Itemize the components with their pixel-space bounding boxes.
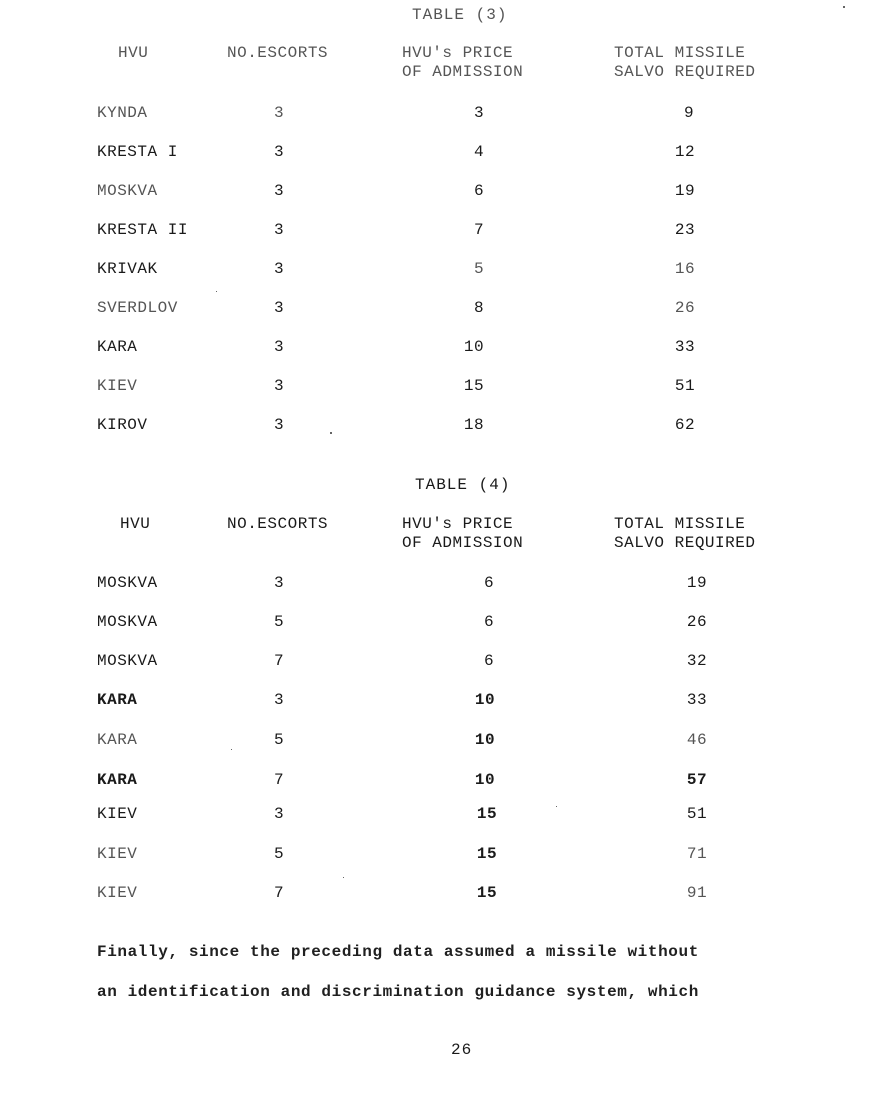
cell-escorts: 5 xyxy=(273,845,285,863)
scan-speck xyxy=(330,432,332,434)
column-header-hvu: HVU xyxy=(118,44,149,62)
cell-price: 6 xyxy=(473,182,485,200)
cell-hvu: MOSKVA xyxy=(97,574,158,592)
cell-hvu: KIEV xyxy=(97,845,138,863)
cell-salvo: 62 xyxy=(674,416,696,434)
scan-speck xyxy=(343,877,344,878)
column-header-price-line2: OF ADMISSION xyxy=(402,534,524,552)
cell-salvo: 32 xyxy=(686,652,708,670)
cell-hvu: KARA xyxy=(97,338,138,356)
cell-escorts: 3 xyxy=(273,182,285,200)
cell-hvu: MOSKVA xyxy=(97,652,158,670)
cell-price: 4 xyxy=(473,143,485,161)
column-header-salvo-line1: TOTAL MISSILE xyxy=(614,44,746,62)
cell-salvo: 19 xyxy=(674,182,696,200)
column-header-price-line1: HVU's PRICE xyxy=(402,515,514,533)
cell-salvo: 46 xyxy=(686,731,708,749)
column-header-salvo-line1: TOTAL MISSILE xyxy=(614,515,746,533)
column-header-price-line1: HVU's PRICE xyxy=(402,44,514,62)
cell-hvu: MOSKVA xyxy=(97,613,158,631)
cell-escorts: 3 xyxy=(273,574,285,592)
cell-hvu: KARA xyxy=(97,731,138,749)
cell-salvo: 51 xyxy=(674,377,696,395)
cell-price: 6 xyxy=(483,574,495,592)
cell-escorts: 7 xyxy=(273,884,285,902)
cell-price: 15 xyxy=(463,377,485,395)
scan-speck xyxy=(231,749,232,750)
cell-salvo: 51 xyxy=(686,805,708,823)
cell-escorts: 3 xyxy=(273,805,285,823)
cell-price: 10 xyxy=(474,731,496,749)
cell-hvu: KARA xyxy=(97,691,138,709)
cell-escorts: 3 xyxy=(273,260,285,278)
cell-escorts: 3 xyxy=(273,416,285,434)
cell-hvu: KIEV xyxy=(97,377,138,395)
cell-price: 6 xyxy=(483,652,495,670)
column-header-hvu: HVU xyxy=(120,515,151,533)
cell-price: 10 xyxy=(474,691,496,709)
cell-hvu: KIROV xyxy=(97,416,148,434)
cell-price: 10 xyxy=(474,771,496,789)
scan-speck xyxy=(843,6,845,8)
cell-salvo: 26 xyxy=(686,613,708,631)
cell-escorts: 3 xyxy=(273,299,285,317)
cell-hvu: MOSKVA xyxy=(97,182,158,200)
cell-price: 15 xyxy=(476,884,498,902)
cell-salvo: 12 xyxy=(674,143,696,161)
cell-escorts: 5 xyxy=(273,613,285,631)
cell-salvo: 19 xyxy=(686,574,708,592)
cell-escorts: 5 xyxy=(273,731,285,749)
table-4-caption: TABLE (4) xyxy=(415,476,511,494)
page-number: 26 xyxy=(451,1041,473,1059)
cell-hvu: KRESTA I xyxy=(97,143,178,161)
cell-hvu: SVERDLOV xyxy=(97,299,178,317)
cell-price: 6 xyxy=(483,613,495,631)
cell-salvo: 23 xyxy=(674,221,696,239)
cell-escorts: 3 xyxy=(273,338,285,356)
cell-escorts: 3 xyxy=(273,104,285,122)
cell-price: 10 xyxy=(463,338,485,356)
column-header-salvo-line2: SALVO REQUIRED xyxy=(614,534,756,552)
table-3-caption: TABLE (3) xyxy=(412,6,508,24)
scan-speck xyxy=(556,806,557,807)
cell-price: 3 xyxy=(473,104,485,122)
cell-escorts: 3 xyxy=(273,221,285,239)
scan-speck xyxy=(216,291,217,292)
cell-salvo: 9 xyxy=(683,104,695,122)
cell-salvo: 91 xyxy=(686,884,708,902)
cell-price: 15 xyxy=(476,805,498,823)
cell-salvo: 57 xyxy=(686,771,708,789)
column-header-escorts: NO.ESCORTS xyxy=(227,515,329,533)
column-header-salvo-line2: SALVO REQUIRED xyxy=(614,63,756,81)
cell-hvu: KIEV xyxy=(97,884,138,902)
cell-price: 18 xyxy=(463,416,485,434)
cell-salvo: 33 xyxy=(686,691,708,709)
cell-price: 7 xyxy=(473,221,485,239)
column-header-escorts: NO.ESCORTS xyxy=(227,44,329,62)
cell-escorts: 3 xyxy=(273,377,285,395)
cell-escorts: 7 xyxy=(273,771,285,789)
cell-hvu: KRIVAK xyxy=(97,260,158,278)
cell-salvo: 33 xyxy=(674,338,696,356)
paragraph-line-1: Finally, since the preceding data assumed a missile without xyxy=(97,943,699,961)
cell-escorts: 3 xyxy=(273,143,285,161)
cell-escorts: 7 xyxy=(273,652,285,670)
cell-salvo: 71 xyxy=(686,845,708,863)
paragraph-line-2: an identification and discrimination guidance system, which xyxy=(97,983,699,1001)
cell-price: 8 xyxy=(473,299,485,317)
cell-price: 15 xyxy=(476,845,498,863)
cell-escorts: 3 xyxy=(273,691,285,709)
cell-salvo: 26 xyxy=(674,299,696,317)
cell-price: 5 xyxy=(473,260,485,278)
column-header-price-line2: OF ADMISSION xyxy=(402,63,524,81)
cell-hvu: KARA xyxy=(97,771,138,789)
cell-salvo: 16 xyxy=(674,260,696,278)
cell-hvu: KIEV xyxy=(97,805,138,823)
cell-hvu: KRESTA II xyxy=(97,221,188,239)
cell-hvu: KYNDA xyxy=(97,104,148,122)
